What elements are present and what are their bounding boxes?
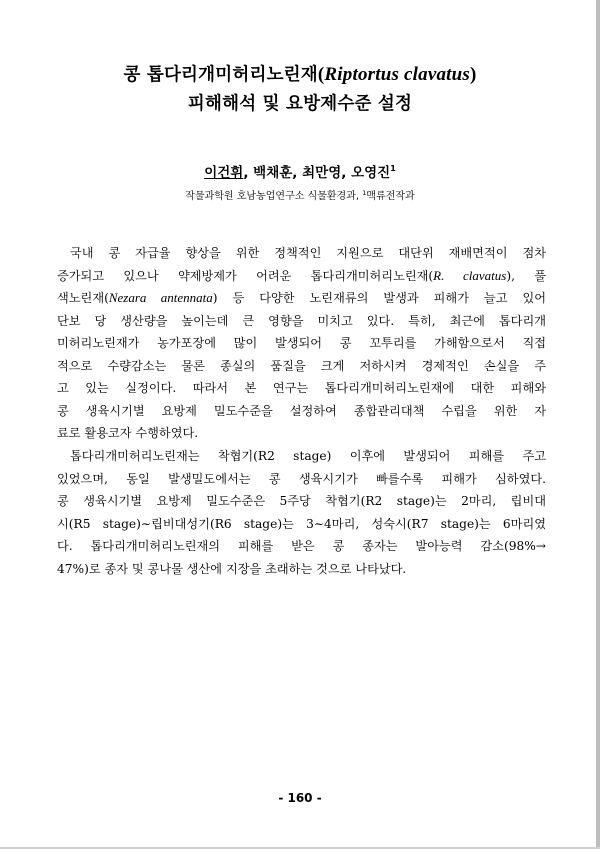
p1-latin-riptortus: R. clavatus xyxy=(433,267,507,283)
title-paren-open: ( xyxy=(317,64,325,85)
page-number: - 160 - xyxy=(278,791,322,805)
p1-line-6: 적으로 수량감소는 물론 종실의 품질을 크게 저하시켜 경제적인 손실을 주 xyxy=(57,358,546,373)
affiliation xyxy=(0,187,600,202)
title-line-2: 피해해석 및 요방제수준 설정 xyxy=(187,94,413,114)
p1-line-2-a: 증가되고 있으나 약제방제가 어려운 톱다리개미허리노린재( xyxy=(57,268,434,283)
author-third: 최만영 xyxy=(302,165,342,181)
p1-line-2 xyxy=(57,265,546,288)
author-fourth: 오영진 xyxy=(351,165,391,181)
p1-line-7: 고 있는 실정이다. 따라서 본 연구는 톱다리개미허리노린재에 대한 피해와 xyxy=(57,381,546,395)
abstract-paragraph-1 xyxy=(57,242,546,445)
page-edge-right xyxy=(596,0,600,849)
affiliation-second: 맥류전작과 xyxy=(366,191,415,202)
affiliation-main: 작물과학원 호남농업연구소 식물환경과, xyxy=(185,191,363,202)
author-second: 백채훈 xyxy=(253,165,293,181)
author-first: 이건휘 xyxy=(204,165,244,181)
author-fourth-affil-mark: 1 xyxy=(390,164,396,173)
p1-line-2-b: ), 풀 xyxy=(506,268,546,283)
p1-line-5: 미허리노린재가 농가포장에 많이 발생되어 콩 꼬투리를 가해함으로서 직접 xyxy=(57,336,546,350)
title-line-1 xyxy=(0,61,600,86)
author-sep-1: , xyxy=(243,165,254,181)
p2-line-4: 시(R5 stage)∼립비대성기(R6 stage)는 3∼4마리, 성숙시(R7 stage)는 6마리였 xyxy=(57,516,546,531)
title-paren-close: ) xyxy=(470,64,477,85)
title-korean: 콩 톱다리개미허리노린재 xyxy=(123,65,318,85)
p1-latin-nezara: Nezara antennata xyxy=(108,290,213,305)
p1-line-3-b: ) 등 다양한 노린재류의 발생과 피해가 늘고 있어 xyxy=(212,291,546,305)
p2-line-5: 다. 톱다리개미허리노린재의 피해를 받은 콩 종자는 발아능력 감소(98%→ xyxy=(57,539,546,553)
p2-line-6: 47%)로 종자 및 콩나물 생산에 지장을 초래하는 것으로 나타났다. xyxy=(57,561,407,576)
p1-line-4: 단보 당 생산량을 높이는데 큰 영향을 미치고 있다. 특히, 최근에 톱다리개 xyxy=(57,313,546,328)
author-list xyxy=(0,161,600,181)
author-sep-3: , xyxy=(341,165,352,181)
abstract-paragraph-2 xyxy=(57,445,546,580)
p2-line-1: 톱다리개미허리노린재는 착협기(R2 stage) 이후에 발생되어 피해를 주고 xyxy=(70,449,546,463)
p1-line-1: 국내 콩 자급율 향상을 위한 정책적인 지원으로 대단위 재배면적이 점차 xyxy=(70,246,546,260)
p2-line-2: 있었으며, 동일 발생밀도에서는 콩 생육시기가 빠를수록 피해가 심하였다. xyxy=(57,471,546,486)
p1-line-3 xyxy=(57,287,546,310)
p1-line-8: 콩 생육시기별 요방제 밀도수준을 설정하여 종합관리대책 수립을 위한 자 xyxy=(57,403,546,418)
p1-line-9: 료로 활용코자 수행하였다. xyxy=(57,426,199,440)
p1-line-3-a: 색노린재( xyxy=(57,291,109,305)
title-latin-name: Riptortus clavatus xyxy=(324,64,471,85)
affiliation-mark: 1 xyxy=(362,189,367,197)
p2-line-3: 콩 생육시기별 요방제 밀도수준은 5주당 착협기(R2 stage)는 2마리, 립비대 xyxy=(57,494,546,508)
author-sep-2: , xyxy=(292,165,303,181)
